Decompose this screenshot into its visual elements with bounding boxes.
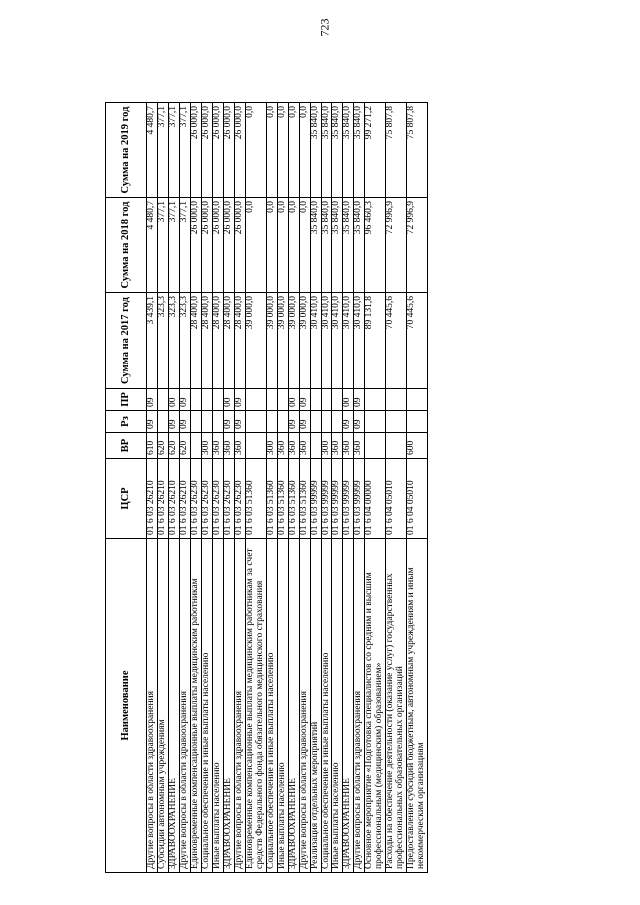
cell-rz (365, 411, 386, 433)
cell-csr: 01 6 04 05010 (407, 459, 428, 539)
cell-vr: 300 (266, 433, 277, 459)
cell-csr: 01 6 04 00000 (365, 459, 386, 539)
cell-csr: 01 6 03 26230 (223, 459, 234, 539)
cell-vr: 360 (277, 433, 288, 459)
cell-2017: 30 410,0 (343, 293, 354, 389)
cell-rz (407, 411, 428, 433)
cell-2017: 70 445,6 (407, 293, 428, 389)
table-row (157, 103, 168, 873)
table-row (223, 103, 234, 873)
cell-2019: 75 807,8 (386, 103, 407, 198)
cell-csr: 01 6 03 51360 (299, 459, 310, 539)
header-name: Наименование (106, 539, 147, 873)
cell-2018: 377,1 (157, 198, 168, 293)
cell-csr: 01 6 03 99999 (310, 459, 321, 539)
cell-2019: 0,0 (277, 103, 288, 198)
table-row (310, 103, 321, 873)
cell-2018: 35 840,0 (310, 198, 321, 293)
cell-2017: 39 000,0 (266, 293, 277, 389)
cell-2019: 35 840,0 (343, 103, 354, 198)
cell-2019: 0,0 (299, 103, 310, 198)
cell-vr: 360 (299, 433, 310, 459)
cell-csr: 01 6 03 26230 (234, 459, 245, 539)
cell-2017: 30 410,0 (332, 293, 343, 389)
table-row (212, 103, 223, 873)
cell-rz (266, 411, 277, 433)
cell-csr: 01 6 03 26210 (147, 459, 158, 539)
cell-pr (365, 389, 386, 411)
cell-pr (245, 389, 266, 411)
cell-name: Реализация отдельных мероприятий (310, 539, 321, 873)
cell-rz (157, 411, 168, 433)
cell-2019: 26 000,0 (223, 103, 234, 198)
cell-pr (407, 389, 428, 411)
cell-name: ЗДРАВООХРАНЕНИЕ (288, 539, 299, 873)
cell-rz (386, 411, 407, 433)
cell-name: Субсидии автономным учреждениям (157, 539, 168, 873)
cell-csr: 01 6 03 51360 (245, 459, 266, 539)
cell-vr: 360 (343, 433, 354, 459)
page-number: 723 (317, 18, 332, 37)
header-2017: Сумма на 2017 год (106, 293, 147, 389)
cell-2019: 0,0 (245, 103, 266, 198)
cell-rz: 09 (234, 411, 245, 433)
cell-2017: 39 000,0 (245, 293, 266, 389)
table-row (321, 103, 332, 873)
cell-2018: 72 996,9 (407, 198, 428, 293)
header-rz: Рз (106, 411, 147, 433)
cell-2018: 377,1 (179, 198, 190, 293)
cell-csr: 01 6 03 99999 (343, 459, 354, 539)
cell-2019: 35 840,0 (332, 103, 343, 198)
cell-name: Социальное обеспечение и иные выплаты населению (201, 539, 212, 873)
header-vr: ВР (106, 433, 147, 459)
cell-pr: 09 (179, 389, 190, 411)
cell-name: ЗДРАВООХРАНЕНИЕ (343, 539, 354, 873)
cell-2019: 75 807,8 (407, 103, 428, 198)
cell-2017: 39 000,0 (299, 293, 310, 389)
cell-name: Иные выплаты населению (332, 539, 343, 873)
cell-rz (190, 411, 201, 433)
cell-pr (277, 389, 288, 411)
cell-2019: 0,0 (266, 103, 277, 198)
header-2019: Сумма на 2019 год (106, 103, 147, 198)
cell-2018: 0,0 (299, 198, 310, 293)
cell-rz (201, 411, 212, 433)
cell-rz: 09 (343, 411, 354, 433)
cell-rz: 09 (299, 411, 310, 433)
table-row (234, 103, 245, 873)
cell-pr (266, 389, 277, 411)
table-row (288, 103, 299, 873)
cell-csr: 01 6 03 26230 (190, 459, 201, 539)
cell-name: Предоставление субсидий бюджетным, автономным учреждениям и иным некоммерческим организациям (407, 539, 428, 873)
table-row (299, 103, 310, 873)
cell-2017: 30 410,0 (354, 293, 365, 389)
cell-2019: 4 480,7 (147, 103, 158, 198)
cell-name: Другие вопросы в области здравоохранения (179, 539, 190, 873)
table-row (147, 103, 158, 873)
cell-2018: 26 000,0 (234, 198, 245, 293)
cell-pr: 09 (234, 389, 245, 411)
cell-vr (245, 433, 266, 459)
cell-pr: 00 (288, 389, 299, 411)
cell-pr (332, 389, 343, 411)
cell-2018: 96 460,3 (365, 198, 386, 293)
cell-2017: 39 000,0 (288, 293, 299, 389)
cell-name: ЗДРАВООХРАНЕНИЕ (223, 539, 234, 873)
cell-2018: 26 000,0 (212, 198, 223, 293)
cell-2018: 35 840,0 (321, 198, 332, 293)
table-row (201, 103, 212, 873)
header-pr: ПР (106, 389, 147, 411)
cell-csr: 01 6 03 51360 (277, 459, 288, 539)
cell-2019: 26 000,0 (190, 103, 201, 198)
cell-2019: 26 000,0 (212, 103, 223, 198)
cell-rz: 09 (354, 411, 365, 433)
table-row (277, 103, 288, 873)
cell-rz: 09 (147, 411, 158, 433)
cell-csr: 01 6 04 05010 (386, 459, 407, 539)
header-csr: ЦСР (106, 459, 147, 539)
cell-2018: 0,0 (245, 198, 266, 293)
cell-rz: 09 (179, 411, 190, 433)
cell-name: Другие вопросы в области здравоохранения (234, 539, 245, 873)
cell-2019: 377,1 (157, 103, 168, 198)
cell-name: Другие вопросы в области здравоохранения (354, 539, 365, 873)
cell-name: Расходы на обеспечение деятельности (оказание услуг) государственных профессиональных образовательных организаций (386, 539, 407, 873)
cell-2017: 28 400,0 (234, 293, 245, 389)
cell-2018: 35 840,0 (332, 198, 343, 293)
cell-2018: 72 996,9 (386, 198, 407, 293)
cell-vr: 360 (212, 433, 223, 459)
cell-2018: 4 480,7 (147, 198, 158, 293)
cell-csr: 01 6 03 99999 (354, 459, 365, 539)
cell-2017: 28 400,0 (201, 293, 212, 389)
cell-2017: 28 400,0 (212, 293, 223, 389)
cell-2018: 35 840,0 (343, 198, 354, 293)
cell-rz (277, 411, 288, 433)
cell-2019: 35 840,0 (321, 103, 332, 198)
cell-2018: 0,0 (288, 198, 299, 293)
table-header-row (106, 103, 147, 873)
cell-rz (310, 411, 321, 433)
cell-2018: 0,0 (266, 198, 277, 293)
cell-2017: 89 131,8 (365, 293, 386, 389)
cell-2017: 323,3 (168, 293, 179, 389)
budget-table-container (105, 103, 428, 873)
table-row (245, 103, 266, 873)
header-2018: Сумма на 2018 год (106, 198, 147, 293)
cell-name: Социальное обеспечение и иные выплаты населению (266, 539, 277, 873)
cell-vr (365, 433, 386, 459)
cell-vr: 360 (332, 433, 343, 459)
cell-pr (310, 389, 321, 411)
cell-vr: 300 (321, 433, 332, 459)
cell-name: Иные выплаты населению (277, 539, 288, 873)
cell-2017: 70 445,6 (386, 293, 407, 389)
cell-pr (321, 389, 332, 411)
cell-vr: 360 (223, 433, 234, 459)
table-row (266, 103, 277, 873)
cell-2017: 28 400,0 (190, 293, 201, 389)
table-row (179, 103, 190, 873)
cell-rz (212, 411, 223, 433)
table-row (386, 103, 407, 873)
cell-name: Единовременные компенсационные выплаты медицинским работникам за счет средств Федерального фонда обязательного медицинского страхования (245, 539, 266, 873)
cell-pr (386, 389, 407, 411)
table-row (190, 103, 201, 873)
cell-pr: 09 (299, 389, 310, 411)
cell-pr: 09 (147, 389, 158, 411)
cell-vr: 610 (147, 433, 158, 459)
cell-rz (321, 411, 332, 433)
cell-csr: 01 6 03 99999 (321, 459, 332, 539)
cell-vr: 360 (234, 433, 245, 459)
table-row (407, 103, 428, 873)
cell-pr (201, 389, 212, 411)
cell-2018: 35 840,0 (354, 198, 365, 293)
cell-vr: 620 (179, 433, 190, 459)
cell-name: ЗДРАВООХРАНЕНИЕ (168, 539, 179, 873)
table-row (332, 103, 343, 873)
cell-2017: 28 400,0 (223, 293, 234, 389)
cell-2019: 35 840,0 (310, 103, 321, 198)
cell-rz: 09 (288, 411, 299, 433)
cell-2018: 377,1 (168, 198, 179, 293)
cell-rz (245, 411, 266, 433)
cell-2017: 323,3 (179, 293, 190, 389)
cell-pr (212, 389, 223, 411)
cell-name: Единовременные компенсационные выплаты медицинским работникам (190, 539, 201, 873)
cell-2019: 99 271,2 (365, 103, 386, 198)
cell-pr: 00 (343, 389, 354, 411)
cell-2018: 26 000,0 (190, 198, 201, 293)
cell-2017: 39 000,0 (277, 293, 288, 389)
cell-csr: 01 6 03 51360 (266, 459, 277, 539)
table-row (168, 103, 179, 873)
table-body (147, 103, 428, 873)
cell-vr (310, 433, 321, 459)
cell-pr: 00 (168, 389, 179, 411)
cell-2018: 26 000,0 (223, 198, 234, 293)
cell-2017: 3 439,1 (147, 293, 158, 389)
cell-pr: 00 (223, 389, 234, 411)
table-row (354, 103, 365, 873)
cell-2017: 30 410,0 (321, 293, 332, 389)
cell-vr (190, 433, 201, 459)
cell-2018: 0,0 (277, 198, 288, 293)
cell-2019: 26 000,0 (234, 103, 245, 198)
cell-2017: 30 410,0 (310, 293, 321, 389)
cell-rz (332, 411, 343, 433)
cell-vr: 600 (407, 433, 428, 459)
cell-rz: 09 (223, 411, 234, 433)
cell-2019: 0,0 (288, 103, 299, 198)
cell-2019: 377,1 (168, 103, 179, 198)
cell-rz: 09 (168, 411, 179, 433)
cell-2017: 323,3 (157, 293, 168, 389)
cell-2019: 35 840,0 (354, 103, 365, 198)
cell-pr (190, 389, 201, 411)
budget-table (105, 102, 428, 873)
cell-name: Иные выплаты населению (212, 539, 223, 873)
cell-name: Другие вопросы в области здравоохранения (147, 539, 158, 873)
cell-2019: 26 000,0 (201, 103, 212, 198)
cell-csr: 01 6 03 26210 (157, 459, 168, 539)
cell-name: Социальное обеспечение и иные выплаты населению (321, 539, 332, 873)
cell-csr: 01 6 03 51360 (288, 459, 299, 539)
table-row (365, 103, 386, 873)
cell-csr: 01 6 03 26210 (168, 459, 179, 539)
cell-pr: 09 (354, 389, 365, 411)
cell-2019: 377,1 (179, 103, 190, 198)
cell-csr: 01 6 03 26230 (212, 459, 223, 539)
cell-csr: 01 6 03 26210 (179, 459, 190, 539)
cell-vr: 360 (288, 433, 299, 459)
cell-name: Другие вопросы в области здравоохранения (299, 539, 310, 873)
cell-2018: 26 000,0 (201, 198, 212, 293)
cell-csr: 01 6 03 99999 (332, 459, 343, 539)
cell-pr (157, 389, 168, 411)
cell-csr: 01 6 03 26230 (201, 459, 212, 539)
cell-vr: 620 (168, 433, 179, 459)
cell-vr (386, 433, 407, 459)
cell-vr: 360 (354, 433, 365, 459)
cell-name: Основное мероприятие «Подготовка специалистов со средним и высшим профессиональным (медицинским) образованием» (365, 539, 386, 873)
cell-vr: 300 (201, 433, 212, 459)
cell-vr: 620 (157, 433, 168, 459)
